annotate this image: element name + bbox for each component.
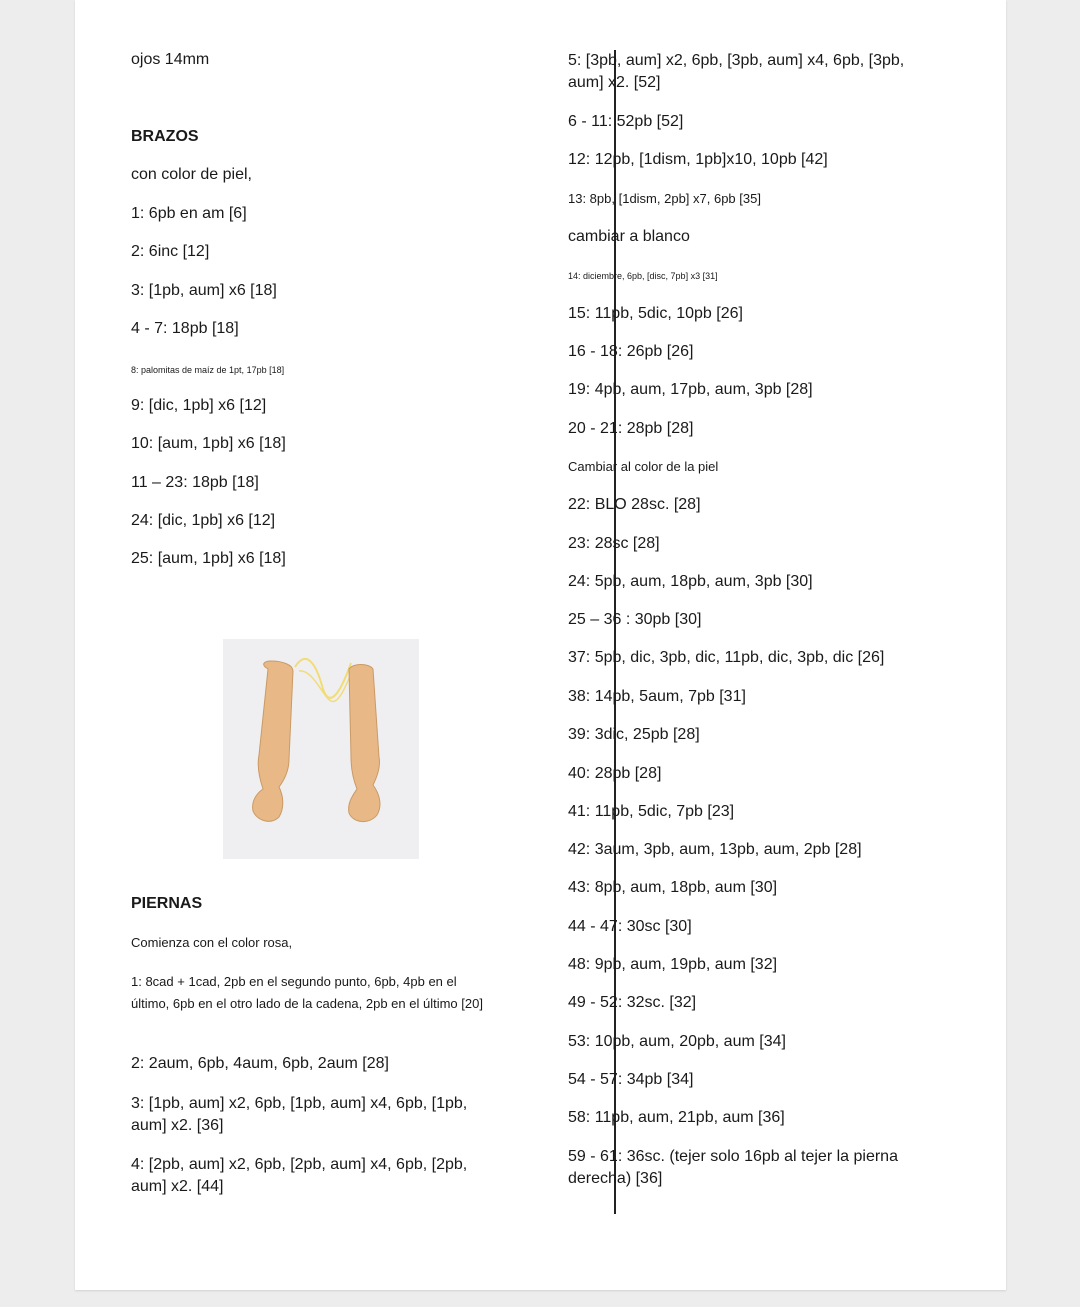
right-arm <box>349 665 380 822</box>
leg-row: 37: 5pb, dic, 3pb, dic, 11pb, dic, 3pb, dic [26] <box>568 649 885 666</box>
arm-row: 10: [aum, 1pb] x6 [18] <box>131 435 286 452</box>
leg-row: 6 - 11: 52pb [52] <box>568 113 684 130</box>
leg-row: 5: [3pb, aum] x2, 6pb, [3pb, aum] x4, 6pb, [3pb, aum] x2. [52] <box>568 52 905 91</box>
leg-row: 44 - 47: 30sc [30] <box>568 918 692 935</box>
legs-heading: PIERNAS <box>131 895 203 912</box>
leg-row: 42: 3aum, 3pb, aum, 13pb, aum, 2pb [28] <box>568 841 862 858</box>
arm-row: 2: 6inc [12] <box>131 243 210 260</box>
leg-row: 13: 8pb, [1dism, 2pb] x7, 6pb [35] <box>568 191 761 206</box>
leg-row: 15: 11pb, 5dic, 10pb [26] <box>568 305 743 322</box>
leg-row: 12: 12pb, [1dism, 1pb]x10, 10pb [42] <box>568 151 828 168</box>
legs-color-note: Comienza con el color rosa, <box>131 935 293 950</box>
leg-row: 41: 11pb, 5dic, 7pb [23] <box>568 803 735 820</box>
arm-row: 8: palomitas de maíz de 1pt, 17pb [18] <box>131 365 285 375</box>
crochet-arms-image <box>223 639 419 859</box>
leg-row: 40: 28pb [28] <box>568 765 662 782</box>
leg-row: 48: 9pb, aum, 19pb, aum [32] <box>568 956 778 973</box>
leg-row: 4: [2pb, aum] x2, 6pb, [2pb, aum] x4, 6pb, [2pb, aum] x2. [44] <box>131 1156 468 1195</box>
arm-row: 4 - 7: 18pb [18] <box>131 320 239 337</box>
leg-row: 58: 11pb, aum, 21pb, aum [36] <box>568 1109 785 1126</box>
leg-row: 39: 3dic, 25pb [28] <box>568 726 700 743</box>
leg-row: 43: 8pb, aum, 18pb, aum [30] <box>568 879 778 896</box>
leg-row: 38: 14pb, 5aum, 7pb [31] <box>568 688 746 705</box>
leg-row: 19: 4pb, aum, 17pb, aum, 3pb [28] <box>568 381 813 398</box>
leg-row: 16 - 18: 26pb [26] <box>568 343 694 360</box>
eyes-note: ojos 14mm <box>131 51 210 68</box>
arm-row: 1: 6pb en am [6] <box>131 205 247 222</box>
leg-row: 49 - 52: 32sc. [32] <box>568 994 697 1011</box>
arm-row: 9: [dic, 1pb] x6 [12] <box>131 397 267 414</box>
leg-row: 14: diciembre, 6pb, [disc, 7pb] x3 [31] <box>568 271 718 281</box>
leg-row: 25 – 36 : 30pb [30] <box>568 611 702 628</box>
leg-row: 23: 28sc [28] <box>568 535 660 552</box>
leg-row: 53: 10pb, aum, 20pb, aum [34] <box>568 1033 786 1050</box>
arm-row: 25: [aum, 1pb] x6 [18] <box>131 550 286 567</box>
arms-photo <box>223 639 419 859</box>
arm-row: 3: [1pb, aum] x6 [18] <box>131 282 277 299</box>
arms-heading: BRAZOS <box>131 128 199 145</box>
arms-color-note: con color de piel, <box>131 166 252 183</box>
leg-row: 59 - 61: 36sc. (tejer solo 16pb al tejer la pierna derecha) [36] <box>568 1148 898 1187</box>
leg-row: 24: 5pb, aum, 18pb, aum, 3pb [30] <box>568 573 813 590</box>
leg-row: 54 - 57: 34pb [34] <box>568 1071 694 1088</box>
color-change-note: cambiar a blanco <box>568 228 690 245</box>
arm-row: 24: [dic, 1pb] x6 [12] <box>131 512 276 529</box>
leg-row: 1: 8cad + 1cad, 2pb en el segundo punto, 6pb, 4pb en el último, 6pb en el otro lado de la cadena, 2pb en el último [20] <box>131 974 483 1011</box>
leg-row: 20 - 21: 28pb [28] <box>568 420 694 437</box>
leg-row: 22: BLO 28sc. [28] <box>568 496 701 513</box>
left-arm <box>253 661 293 821</box>
leg-row: 2: 2aum, 6pb, 4aum, 6pb, 2aum [28] <box>131 1055 389 1072</box>
color-change-note: Cambiar al color de la piel <box>568 459 719 474</box>
arm-row: 11 – 23: 18pb [18] <box>131 474 259 491</box>
leg-row: 3: [1pb, aum] x2, 6pb, [1pb, aum] x4, 6pb, [1pb, aum] x2. [36] <box>131 1095 468 1134</box>
